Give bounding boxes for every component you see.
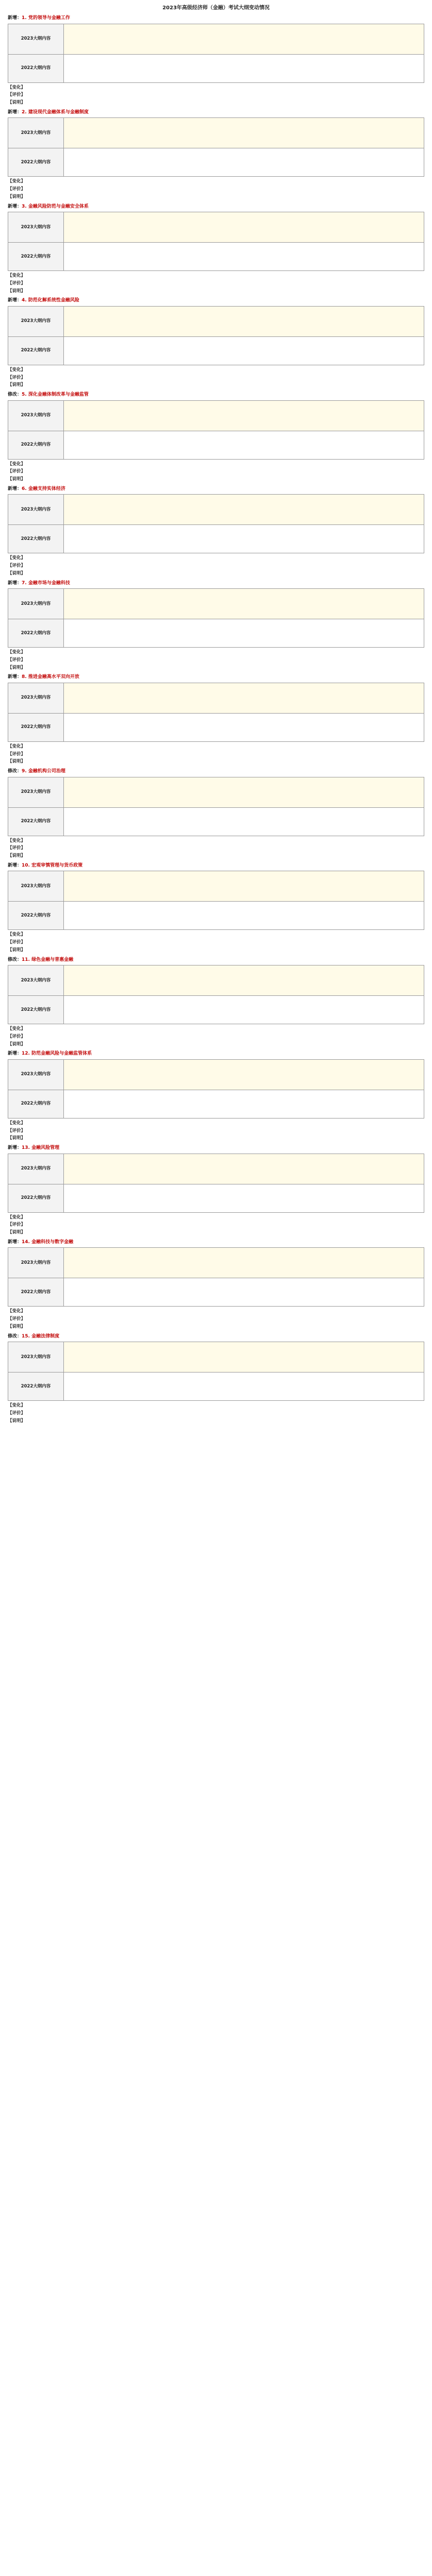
section-heading <box>8 1333 424 1341</box>
chapter-section <box>8 674 424 765</box>
year-2022-label: 2022大纲内容 <box>8 54 64 82</box>
chapter-section <box>8 957 424 1048</box>
chapter-section <box>8 204 424 295</box>
section-subtitle: 12. 防范金融风险与金融监管体系 <box>22 1051 92 1057</box>
evaluation-heading: 【评价】 <box>8 1128 26 1133</box>
section-category: 新增： <box>8 15 22 21</box>
section-subtitle: 14. 金融科技与数字金融 <box>22 1239 74 1245</box>
section-category: 新增： <box>8 1051 22 1057</box>
change-heading: 【变化】 <box>8 555 26 561</box>
note-heading: 【说明】 <box>8 382 26 388</box>
comparison-table <box>8 588 424 648</box>
year-2022-label: 2022大纲内容 <box>8 431 64 459</box>
content-2022 <box>63 996 424 1024</box>
content-2023 <box>63 871 424 902</box>
chapter-section <box>8 768 424 859</box>
section-heading <box>8 674 424 681</box>
content-2023 <box>63 1248 424 1278</box>
year-2022-label: 2022大纲内容 <box>8 1090 64 1118</box>
comparison-table <box>8 494 424 553</box>
evaluation-heading: 【评价】 <box>8 845 26 851</box>
year-2022-label: 2022大纲内容 <box>8 996 64 1024</box>
change-heading: 【变化】 <box>8 932 26 938</box>
year-2022-label: 2022大纲内容 <box>8 1184 64 1212</box>
section-category: 新增： <box>8 580 22 586</box>
content-2023 <box>63 212 424 243</box>
comparison-table <box>8 683 424 742</box>
content-2022 <box>63 431 424 459</box>
evaluation-heading: 【评价】 <box>8 280 26 286</box>
year-2022-label: 2022大纲内容 <box>8 243 64 271</box>
comparison-table <box>8 777 424 836</box>
content-2022 <box>63 902 424 930</box>
change-heading: 【变化】 <box>8 743 26 749</box>
chapter-section <box>8 580 424 671</box>
note-heading: 【说明】 <box>8 1324 26 1329</box>
section-subtitle: 1. 党的领导与金融工作 <box>22 15 70 21</box>
section-category: 修改： <box>8 957 22 962</box>
content-2022 <box>63 1278 424 1307</box>
note-heading: 【说明】 <box>8 759 26 765</box>
content-2023 <box>63 777 424 807</box>
change-heading: 【变化】 <box>8 84 26 90</box>
year-2022-label: 2022大纲内容 <box>8 525 64 553</box>
section-subtitle: 15. 金融法律制度 <box>22 1333 60 1339</box>
change-heading: 【变化】 <box>8 1026 26 1031</box>
evaluation-heading: 【评价】 <box>8 563 26 568</box>
change-heading: 【变化】 <box>8 179 26 184</box>
year-2022-label: 2022大纲内容 <box>8 1372 64 1401</box>
evaluation-heading: 【评价】 <box>8 469 26 474</box>
comparison-table <box>8 965 424 1024</box>
year-2023-label: 2023大纲内容 <box>8 400 64 431</box>
year-2023-label: 2023大纲内容 <box>8 965 64 996</box>
change-heading: 【变化】 <box>8 1403 26 1408</box>
year-2023-label: 2023大纲内容 <box>8 24 64 54</box>
section-heading <box>8 204 424 211</box>
content-2022 <box>63 148 424 177</box>
chapter-section <box>8 109 424 200</box>
year-2023-label: 2023大纲内容 <box>8 306 64 336</box>
section-heading <box>8 862 424 870</box>
content-2023 <box>63 965 424 996</box>
section-category: 新增： <box>8 298 22 303</box>
evaluation-heading: 【评价】 <box>8 940 26 945</box>
section-subtitle: 6. 金融支持实体经济 <box>22 486 65 492</box>
comparison-table <box>8 212 424 271</box>
evaluation-heading: 【评价】 <box>8 1316 26 1321</box>
section-subtitle: 9. 金融机构公司治理 <box>22 769 65 774</box>
content-2023 <box>63 589 424 619</box>
year-2023-label: 2023大纲内容 <box>8 1248 64 1278</box>
content-2022 <box>63 619 424 648</box>
evaluation-heading: 【评价】 <box>8 1033 26 1039</box>
content-2022 <box>63 243 424 271</box>
change-heading: 【变化】 <box>8 1309 26 1314</box>
year-2022-label: 2022大纲内容 <box>8 336 64 365</box>
note-heading: 【说明】 <box>8 1136 26 1141</box>
section-subtitle: 11. 绿色金融与普惠金融 <box>22 957 74 962</box>
document-title: 2023年高级经济师（金融）考试大纲变动情况 <box>162 5 270 11</box>
year-2022-label: 2022大纲内容 <box>8 619 64 648</box>
section-heading <box>8 486 424 493</box>
year-2022-label: 2022大纲内容 <box>8 807 64 836</box>
year-2023-label: 2023大纲内容 <box>8 871 64 902</box>
note-heading: 【说明】 <box>8 288 26 294</box>
year-2023-label: 2023大纲内容 <box>8 495 64 525</box>
comparison-table <box>8 306 424 365</box>
section-subtitle: 13. 金融风险管理 <box>22 1145 60 1150</box>
note-heading: 【说明】 <box>8 853 26 858</box>
content-2022 <box>63 525 424 553</box>
content-2023 <box>63 118 424 148</box>
evaluation-heading: 【评价】 <box>8 751 26 757</box>
section-heading <box>8 1050 424 1058</box>
section-category: 新增： <box>8 1145 22 1150</box>
content-2023 <box>63 495 424 525</box>
content-2022 <box>63 1090 424 1118</box>
year-2023-label: 2023大纲内容 <box>8 1342 64 1372</box>
note-heading: 【说明】 <box>8 570 26 576</box>
year-2023-label: 2023大纲内容 <box>8 118 64 148</box>
section-category: 修改： <box>8 769 22 774</box>
year-2023-label: 2023大纲内容 <box>8 1059 64 1090</box>
section-heading <box>8 768 424 775</box>
section-subtitle: 4. 防范化解系统性金融风险 <box>22 298 79 303</box>
content-2023 <box>63 306 424 336</box>
content-2022 <box>63 1372 424 1401</box>
evaluation-heading: 【评价】 <box>8 375 26 380</box>
comparison-table <box>8 871 424 930</box>
chapter-section <box>8 1145 424 1236</box>
section-heading <box>8 1239 424 1246</box>
chapter-section <box>8 1050 424 1142</box>
note-heading: 【说明】 <box>8 194 26 199</box>
chapter-section <box>8 1239 424 1330</box>
year-2022-label: 2022大纲内容 <box>8 902 64 930</box>
note-heading: 【说明】 <box>8 100 26 105</box>
comparison-table <box>8 24 424 83</box>
year-2022-label: 2022大纲内容 <box>8 148 64 177</box>
chapter-section <box>8 297 424 388</box>
section-heading <box>8 580 424 587</box>
change-heading: 【变化】 <box>8 367 26 372</box>
note-heading: 【说明】 <box>8 1041 26 1047</box>
section-category: 修改： <box>8 392 22 397</box>
section-category: 新增： <box>8 862 22 868</box>
chapter-section <box>8 486 424 577</box>
evaluation-heading: 【评价】 <box>8 657 26 663</box>
chapter-section <box>8 15 424 106</box>
content-2022 <box>63 713 424 741</box>
change-heading: 【变化】 <box>8 1214 26 1220</box>
change-heading: 【变化】 <box>8 461 26 467</box>
section-heading <box>8 1145 424 1152</box>
evaluation-heading: 【评价】 <box>8 1222 26 1228</box>
comparison-table <box>8 400 424 460</box>
section-category: 新增： <box>8 486 22 492</box>
section-heading <box>8 15 424 22</box>
change-heading: 【变化】 <box>8 838 26 843</box>
content-2022 <box>63 1184 424 1212</box>
change-heading: 【变化】 <box>8 650 26 655</box>
content-2023 <box>63 1059 424 1090</box>
content-2023 <box>63 1342 424 1372</box>
document-page <box>8 0 424 1424</box>
comparison-table <box>8 1154 424 1213</box>
section-subtitle: 5. 深化金融体制改革与金融监管 <box>22 392 89 397</box>
section-category: 新增： <box>8 674 22 680</box>
evaluation-heading: 【评价】 <box>8 1410 26 1416</box>
content-2022 <box>63 336 424 365</box>
change-heading: 【变化】 <box>8 1120 26 1126</box>
content-2023 <box>63 1154 424 1184</box>
note-heading: 【说明】 <box>8 1230 26 1235</box>
note-heading: 【说明】 <box>8 1418 26 1423</box>
chapter-section <box>8 392 424 483</box>
year-2023-label: 2023大纲内容 <box>8 212 64 243</box>
content-2023 <box>63 24 424 54</box>
content-2022 <box>63 54 424 82</box>
section-subtitle: 3. 金融风险防范与金融安全体系 <box>22 204 89 209</box>
section-category: 修改： <box>8 1333 22 1339</box>
section-subtitle: 10. 宏观审慎管理与货币政策 <box>22 862 83 868</box>
note-heading: 【说明】 <box>8 477 26 482</box>
comparison-table <box>8 117 424 177</box>
comparison-table <box>8 1059 424 1118</box>
section-heading <box>8 109 424 116</box>
section-heading <box>8 297 424 304</box>
section-heading <box>8 957 424 964</box>
chapter-list <box>8 15 424 1424</box>
year-2023-label: 2023大纲内容 <box>8 589 64 619</box>
chapter-section <box>8 862 424 954</box>
content-2022 <box>63 807 424 836</box>
section-subtitle: 7. 金融市场与金融科技 <box>22 580 70 586</box>
section-category: 新增： <box>8 204 22 209</box>
content-2023 <box>63 400 424 431</box>
section-category: 新增： <box>8 1239 22 1245</box>
evaluation-heading: 【评价】 <box>8 92 26 98</box>
content-2023 <box>63 683 424 713</box>
note-heading: 【说明】 <box>8 947 26 953</box>
year-2022-label: 2022大纲内容 <box>8 713 64 741</box>
comparison-table <box>8 1342 424 1401</box>
note-heading: 【说明】 <box>8 665 26 670</box>
year-2022-label: 2022大纲内容 <box>8 1278 64 1307</box>
section-subtitle: 2. 建设现代金融体系与金融制度 <box>22 109 89 115</box>
chapter-section <box>8 1333 424 1425</box>
year-2023-label: 2023大纲内容 <box>8 777 64 807</box>
year-2023-label: 2023大纲内容 <box>8 683 64 713</box>
section-category: 新增： <box>8 109 22 115</box>
section-heading <box>8 392 424 399</box>
change-heading: 【变化】 <box>8 273 26 278</box>
section-subtitle: 8. 推进金融高水平双向开放 <box>22 674 79 680</box>
comparison-table <box>8 1247 424 1307</box>
year-2023-label: 2023大纲内容 <box>8 1154 64 1184</box>
evaluation-heading: 【评价】 <box>8 187 26 192</box>
